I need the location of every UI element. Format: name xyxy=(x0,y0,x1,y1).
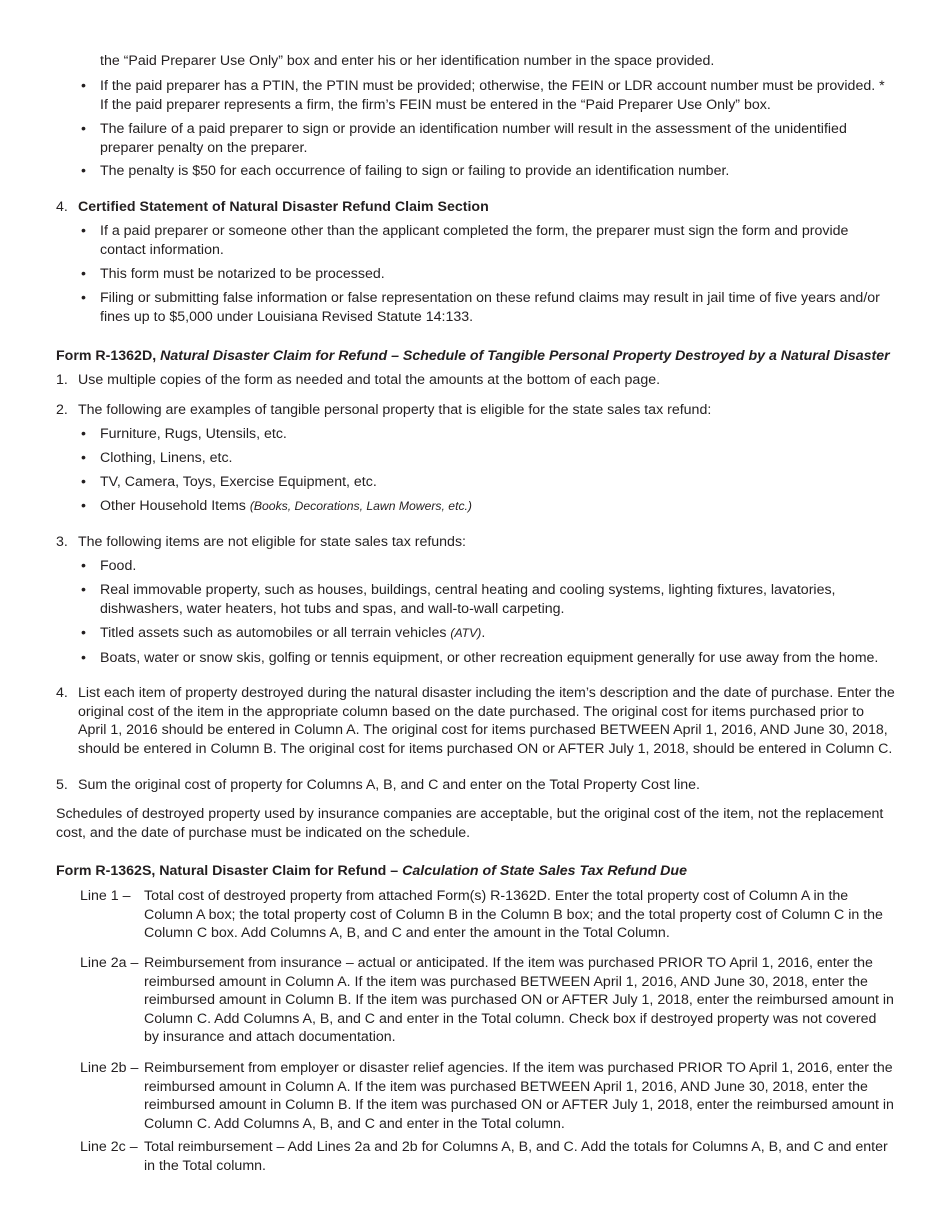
ineligible-bullet-titled-assets-end: . xyxy=(481,625,486,641)
r1362s-line-2a xyxy=(80,954,895,1047)
line-2c-label: Line 2c – xyxy=(80,1139,138,1155)
r1362d-item-5-number: 5. xyxy=(56,777,68,793)
r1362s-heading-form: Form R-1362S, Natural Disaster Claim for Refund – xyxy=(56,863,403,879)
r1362d-heading-form: Form R-1362D, xyxy=(56,348,161,364)
line-1-label: Line 1 – xyxy=(80,888,131,904)
line-1-text: Total cost of destroyed property from attached Form(s) R-1362D. Enter the total property cost of Column A in the Column A box; the total property cost of Column B in the Column B box; and the total property cost of Column C in the Column C box. Add Columns A, B, and C and enter the amount in the Total Column. xyxy=(144,888,883,942)
r1362d-item-5 xyxy=(56,776,895,795)
r1362d-heading xyxy=(56,347,936,366)
eligible-bullet-furniture: • Furniture, Rugs, Utensils, etc. xyxy=(100,425,895,444)
ineligible-bullet-food: • Food. xyxy=(100,557,895,576)
ineligible-bullet-real-property: • Real immovable property, such as houses, buildings, central heating and cooling systems, lighting fixtures, lavatories, dishwashers, water heaters, hot tubs and spas, and wall-to-wall carpeting. xyxy=(100,581,895,618)
ineligible-bullet-recreation: • Boats, water or snow skis, golfing or tennis equipment, or other recreation equipment generally for use away from the home. xyxy=(100,649,895,668)
line-2a-text: Reimbursement from insurance – actual or anticipated. If the item was purchased PRIOR TO April 1, 2016, enter the reimbursed amount in Column A. If the item was purchased BETWEEN April 1, 2016, AND June 30, 2018, enter the reimbursed amount in Column B. If the item was purchased ON or AFTER July 1, 2018, enter the reimbursed amount in Column C. Add Columns A, B, and C and enter in the Total column. Check box if destroyed property was not covered by insurance and attach documentation. xyxy=(144,955,894,1046)
eligible-bullet-clothing: • Clothing, Linens, etc. xyxy=(100,449,895,468)
ineligible-bullet-atv: (ATV) xyxy=(450,626,482,640)
eligible-bullet-electronics: • TV, Camera, Toys, Exercise Equipment, etc. xyxy=(100,473,895,492)
section3-bullet-ptin: • If the paid preparer has a PTIN, the PTIN must be provided; otherwise, the FEIN or LDR account number must be provided. * If the paid preparer represents a firm, the firm’s FEIN must be entered in the “Paid Preparer Use Only” box. xyxy=(100,77,895,114)
r1362d-item-2 xyxy=(56,401,895,420)
section4-bullet-false-info: • Filing or submitting false information or false representation on these refund claims may result in jail time of five years and/or fines up to $5,000 under Louisiana Revised Statute 14:133. xyxy=(100,289,895,326)
section4-heading xyxy=(56,198,895,217)
eligible-bullet-household xyxy=(100,497,895,516)
r1362d-heading-title: Natural Disaster Claim for Refund – Schedule of Tangible Personal Property Destroyed by a Natural Disaster xyxy=(160,348,890,364)
section4-title: Certified Statement of Natural Disaster Refund Claim Section xyxy=(78,199,489,215)
eligible-bullet-household-text: Other Household Items xyxy=(100,498,250,514)
ineligible-bullet-titled-assets-text: Titled assets such as automobiles or all terrain vehicles xyxy=(100,625,451,641)
line-2a-label: Line 2a – xyxy=(80,955,139,971)
section3-bullet-failure: • The failure of a paid preparer to sign or provide an identification number will result in the assessment of the unidentified preparer penalty on the preparer. xyxy=(100,120,895,157)
line-2b-label: Line 2b – xyxy=(80,1060,139,1076)
r1362d-item-4-number: 4. xyxy=(56,685,68,701)
r1362s-line-1 xyxy=(80,887,895,943)
r1362d-item-1 xyxy=(56,371,895,390)
r1362s-heading-title: Calculation of State Sales Tax Refund Due xyxy=(402,863,687,879)
r1362d-item-4-text: List each item of property destroyed during the natural disaster including the item’s description and the date of purchase. Enter the original cost of the item in the appropriate column based on the date purchased. The original cost for items purchased prior to April 1, 2016 should be entered in Column A. The original cost for items purchased BETWEEN April 1, 2016, AND June 30, 2018, should be entered in Column B. The original cost for items purchased ON or AFTER July 1, 2018, should be entered in Column C. xyxy=(78,685,895,757)
r1362d-schedules-note: Schedules of destroyed property used by insurance companies are acceptable, but the original cost of the item, not the replacement cost, and the date of purchase must be indicated on the schedule. xyxy=(56,806,884,841)
ineligible-bullet-titled-assets xyxy=(100,624,895,643)
line-2c-text: Total reimbursement – Add Lines 2a and 2b for Columns A, B, and C. Add the totals for Columns A, B, and C and enter in the Total column. xyxy=(144,1139,888,1174)
section3-continued-text: the “Paid Preparer Use Only” box and enter his or her identification number in the space provided. xyxy=(100,53,715,69)
r1362d-item-3-text: The following items are not eligible for state sales tax refunds: xyxy=(78,534,466,550)
section3-bullet-penalty: • The penalty is $50 for each occurrence of failing to sign or failing to provide an identification number. xyxy=(100,162,895,181)
r1362d-item-1-text: Use multiple copies of the form as needed and total the amounts at the bottom of each page. xyxy=(78,372,661,388)
section4-number: 4. xyxy=(56,199,68,215)
r1362d-item-2-number: 2. xyxy=(56,402,68,418)
eligible-bullet-household-examples: (Books, Decorations, Lawn Mowers, etc.) xyxy=(249,499,472,513)
r1362d-item-3-number: 3. xyxy=(56,534,68,550)
section4-bullet-notarized: • This form must be notarized to be processed. xyxy=(100,265,895,284)
r1362s-heading xyxy=(56,862,936,881)
r1362s-line-2b xyxy=(80,1059,895,1133)
r1362d-item-4 xyxy=(56,684,895,758)
line-2b-text: Reimbursement from employer or disaster relief agencies. If the item was purchased PRIOR TO April 1, 2016, enter the reimbursed amount in Column A. If the item was purchased BETWEEN April 1, 2016, AND June 30, 2018, enter the reimbursed amount in Column B. If the item was purchased ON or AFTER July 1, 2018, enter the reimbursed amount in Column C. Add Columns A, B, and C and enter in the Total column. xyxy=(144,1060,894,1132)
r1362s-line-2c xyxy=(80,1138,895,1175)
r1362d-item-1-number: 1. xyxy=(56,372,68,388)
r1362d-item-2-text: The following are examples of tangible personal property that is eligible for the state sales tax refund: xyxy=(78,402,712,418)
r1362d-item-3 xyxy=(56,533,895,552)
r1362d-item-5-text: Sum the original cost of property for Columns A, B, and C and enter on the Total Property Cost line. xyxy=(78,777,700,793)
section4-bullet-preparer: • If a paid preparer or someone other than the applicant completed the form, the preparer must sign the form and provide contact information. xyxy=(100,222,895,259)
